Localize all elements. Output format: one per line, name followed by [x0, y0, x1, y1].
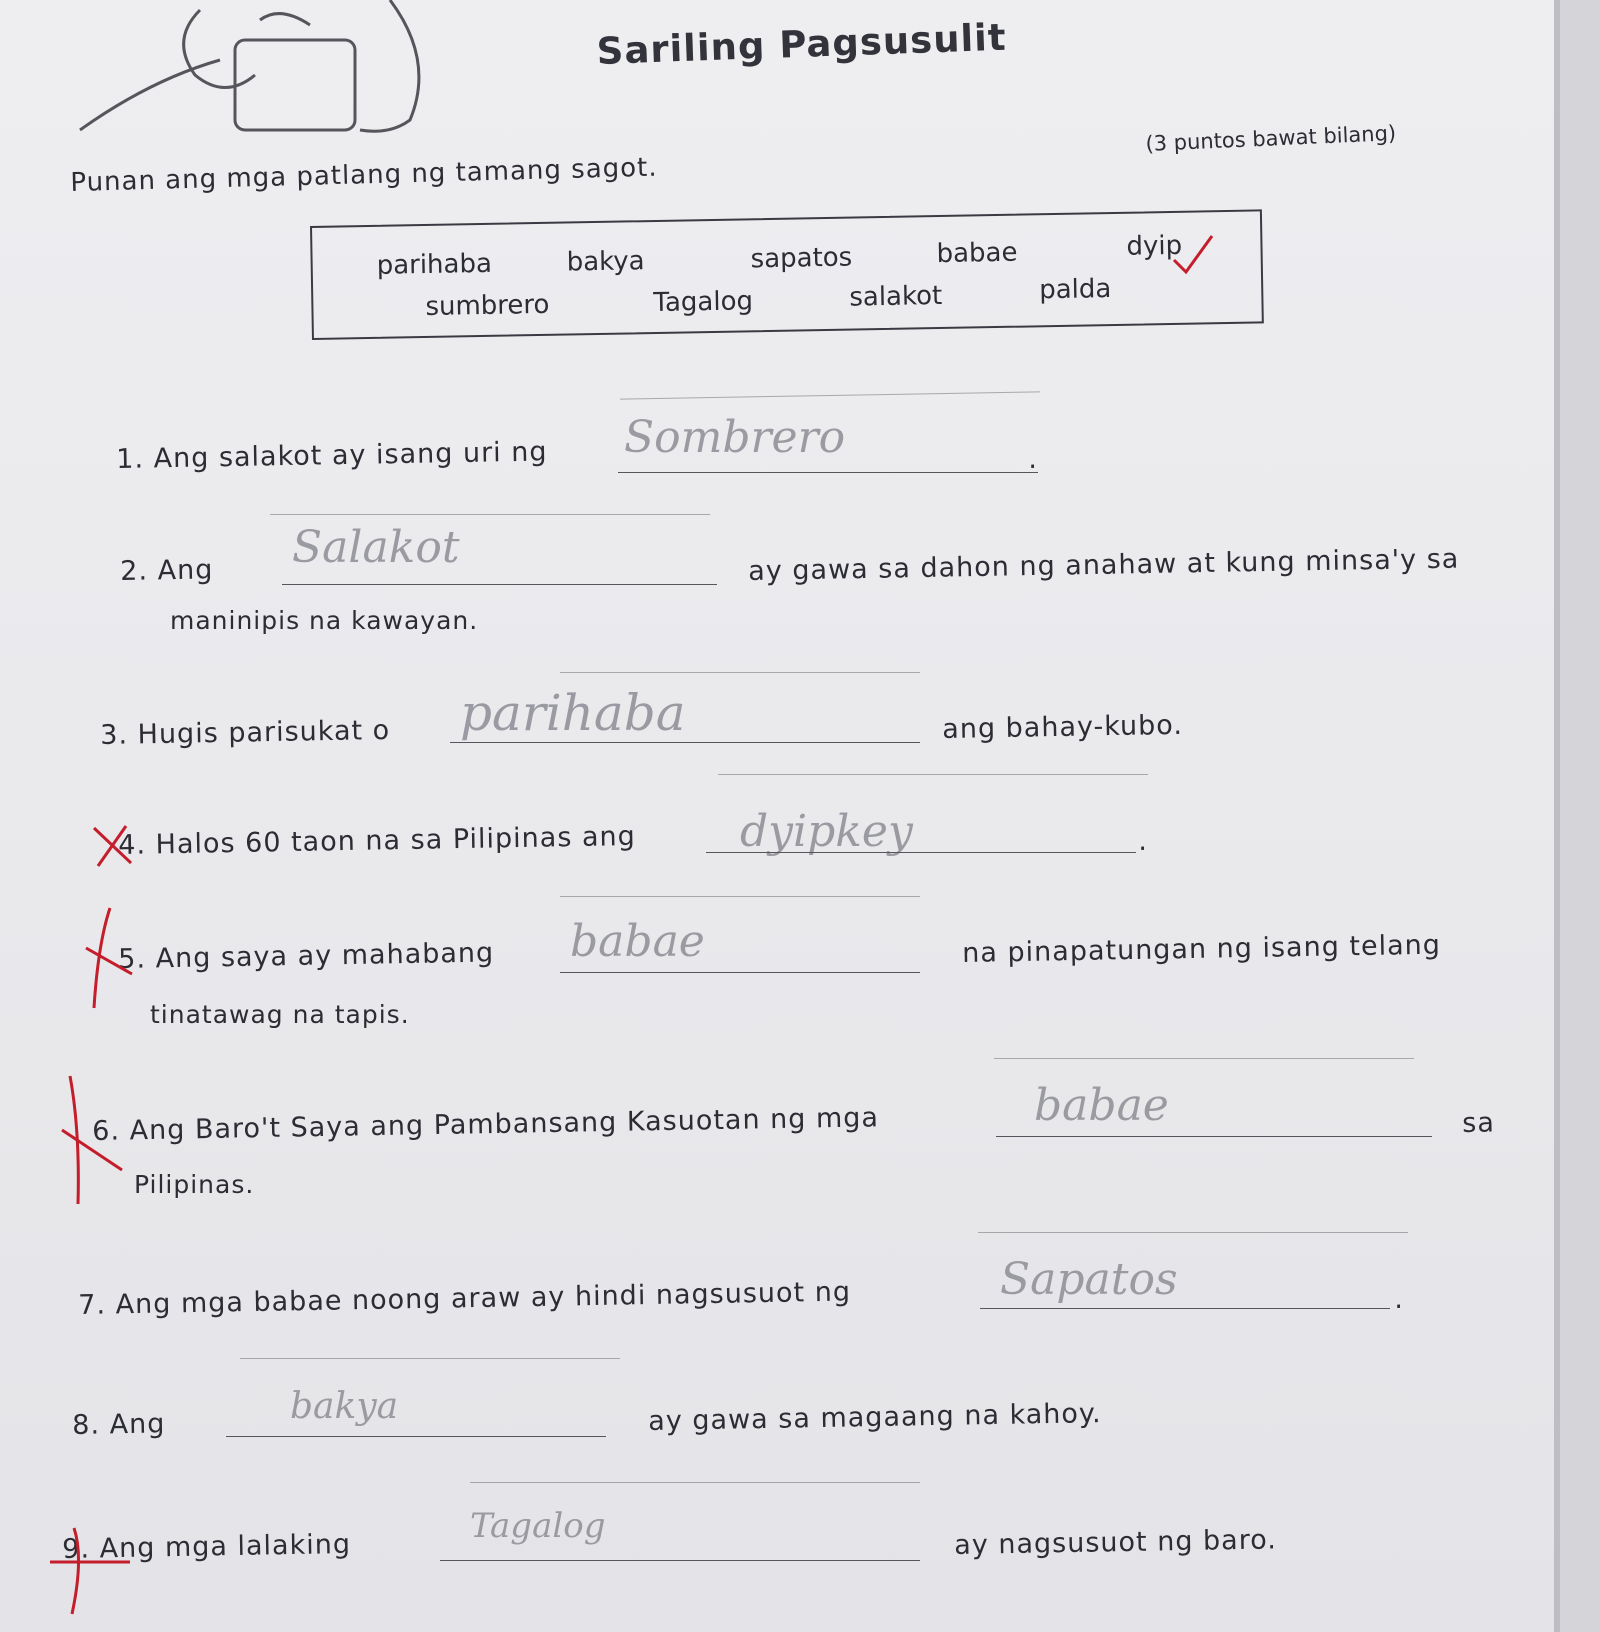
- answer-handwriting: bakya: [290, 1386, 399, 1427]
- question-text: Ang saya ay mahabang: [155, 937, 495, 975]
- answer-handwriting: dyipkey: [740, 806, 913, 857]
- question-text-end: .: [1138, 825, 1149, 857]
- question-number: 1.: [116, 443, 145, 475]
- word-bank: [310, 209, 1264, 340]
- answer-blank: [560, 972, 920, 973]
- question-number: 3.: [100, 719, 129, 751]
- question-number: 8.: [72, 1409, 101, 1441]
- question-8: [72, 1408, 166, 1441]
- word-bank-item: sapatos: [750, 242, 853, 275]
- answer-blank: [226, 1436, 606, 1437]
- faint-line: [470, 1482, 920, 1483]
- question-text-end: .: [1394, 1283, 1405, 1315]
- question-number: 7.: [78, 1289, 107, 1321]
- answer-handwriting: babae: [1034, 1080, 1169, 1131]
- points-note: (3 puntos bawat bilang): [1145, 121, 1397, 156]
- page-edge: [1560, 0, 1600, 1632]
- answer-handwriting: Salakot: [292, 522, 460, 573]
- answer-blank: [450, 742, 920, 743]
- word-bank-item: salakot: [849, 280, 943, 313]
- question-5: [118, 937, 494, 975]
- answer-handwriting: babae: [570, 916, 705, 967]
- question-text: Ang mga lalaking: [99, 1528, 352, 1565]
- question-text-end: sa: [1462, 1107, 1496, 1139]
- answer-handwriting: parihaba: [460, 684, 686, 742]
- word-bank-item: bakya: [566, 246, 645, 278]
- question-text: Ang: [109, 1408, 166, 1441]
- red-x-mark-icon: [80, 904, 150, 1014]
- question-text: Ang mga babae noong araw ay hindi nagsusuot ng: [115, 1276, 852, 1321]
- question-number: 6.: [92, 1115, 121, 1147]
- question-continuation: Pilipinas.: [134, 1170, 255, 1199]
- question-number: 4.: [118, 829, 147, 861]
- question-text-end: ang bahay-kubo.: [942, 709, 1184, 745]
- word-bank-item: sumbrero: [425, 289, 550, 322]
- question-text-end: .: [1028, 443, 1039, 475]
- faint-line: [270, 514, 710, 515]
- answer-blank: [618, 472, 1038, 473]
- word-bank-item: Tagalog: [653, 286, 754, 319]
- word-bank-item: parihaba: [376, 248, 493, 281]
- page-edge-shadow: [1554, 0, 1560, 1632]
- instructions: Punan ang mga patlang ng tamang sagot.: [70, 152, 658, 198]
- page-title: Sariling Pagsusulit: [596, 15, 1008, 73]
- question-text: Hugis parisukat o: [137, 714, 391, 751]
- answer-blank: [706, 852, 1136, 853]
- answer-blank: [282, 584, 717, 585]
- red-check-mark-icon: [1168, 230, 1218, 280]
- cartoon-illustration: [60, 0, 440, 140]
- question-3: [100, 715, 390, 751]
- question-continuation: tinatawag na tapis.: [150, 1000, 410, 1029]
- faint-line: [978, 1232, 1408, 1233]
- answer-handwriting: Sombrero: [624, 412, 846, 463]
- question-continuation: maninipis na kawayan.: [170, 606, 479, 635]
- question-text-end: ay gawa sa magaang na kahoy.: [648, 1398, 1102, 1437]
- red-x-mark-icon: [86, 818, 146, 878]
- question-text-end: na pinapatungan ng isang telang: [962, 929, 1442, 969]
- faint-line: [718, 774, 1148, 775]
- answer-blank: [980, 1308, 1390, 1309]
- answer-handwriting: Sapatos: [1000, 1254, 1178, 1305]
- question-number: 5.: [118, 943, 147, 975]
- word-bank-item: palda: [1038, 274, 1112, 306]
- question-text-end: ay gawa sa dahon ng anahaw at kung minsa'y sa: [748, 543, 1460, 587]
- word-bank-item: dyip: [1126, 230, 1183, 262]
- faint-line: [560, 896, 920, 897]
- faint-line: [560, 672, 920, 673]
- question-number: 2.: [120, 555, 149, 587]
- question-text: Ang: [157, 554, 214, 587]
- question-text: Halos 60 taon na sa Pilipinas ang: [155, 820, 637, 861]
- faint-line: [994, 1058, 1414, 1059]
- answer-handwriting: Tagalog: [470, 1506, 606, 1546]
- question-text: Ang salakot ay isang uri ng: [153, 436, 548, 475]
- word-bank-item: babae: [936, 237, 1018, 270]
- answer-blank: [440, 1560, 920, 1561]
- red-x-mark-icon: [44, 1518, 134, 1618]
- question-text-end: ay nagsusuot ng baro.: [954, 1524, 1278, 1561]
- question-number: 9.: [62, 1533, 91, 1565]
- answer-blank: [996, 1136, 1432, 1137]
- red-x-mark-icon: [52, 1070, 132, 1210]
- faint-line: [240, 1358, 620, 1359]
- question-2: [120, 554, 214, 587]
- question-text: Ang Baro't Saya ang Pambansang Kasuotan ng mga: [129, 1102, 880, 1147]
